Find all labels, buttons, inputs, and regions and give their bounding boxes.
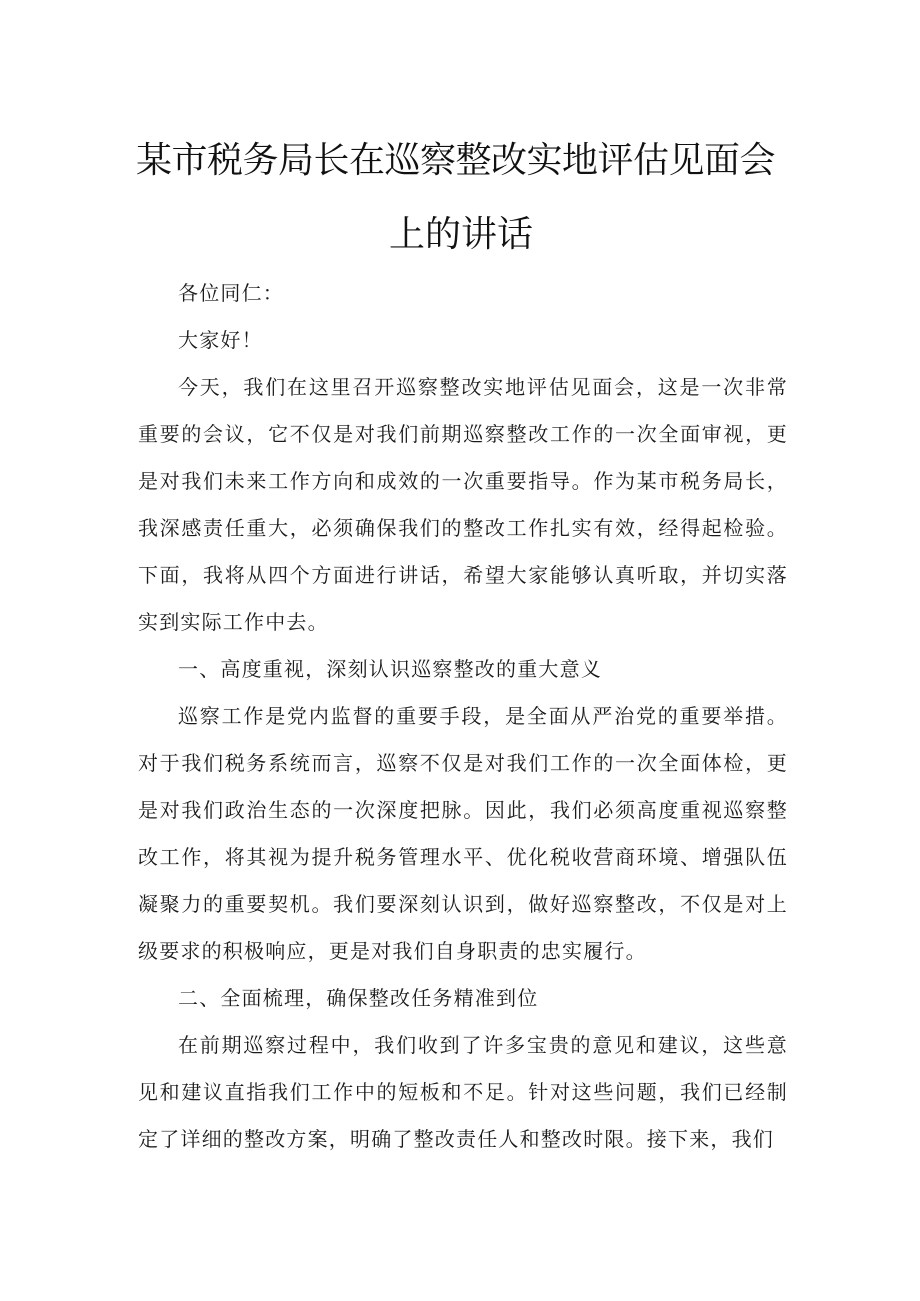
document-body (138, 270, 788, 1163)
title-line-1: 某市税务局长在巡察整改实地评估见面会 (136, 140, 776, 181)
document-title (136, 124, 786, 272)
section-heading-2: 二、全面梳理，确保整改任务精准到位 (178, 986, 539, 1010)
title-line-2: 上的讲话 (388, 214, 533, 255)
section-1-paragraph: 巡察工作是党内监督的重要手段，是全面从严治党的重要举措。对于我们税务系统而言，巡察不仅是对我们工作的一次全面体检，更是对我们政治生态的一次深度把脉。因此，我们必须高度重视巡察整改工作，将其视为提升税务管理水平、优化税收营商环境、增强队伍凝聚力的重要契机。我们要深刻认识到，做好巡察整改，不仅是对上级要求的积极响应，更是对我们自身职责的忠实履行。 (138, 704, 788, 963)
salutation: 各位同仁： (178, 281, 284, 305)
intro-paragraph: 今天，我们在这里召开巡察整改实地评估见面会，这是一次非常重要的会议，它不仅是对我们前期巡察整改工作的一次全面审视，更是对我们未来工作方向和成效的一次重要指导。作为某市税务局长，我深感责任重大，必须确保我们的整改工作扎实有效，经得起检验。下面，我将从四个方面进行讲话，希望大家能够认真听取，并切实落实到实际工作中去。 (138, 375, 788, 634)
section-2-paragraph: 在前期巡察过程中，我们收到了许多宝贵的意见和建议，这些意见和建议直指我们工作中的短板和不足。针对这些问题，我们已经制定了详细的整改方案，明确了整改责任人和整改时限。接下来，我们 (138, 1033, 788, 1151)
section-heading-1: 一、高度重视，深刻认识巡察整改的重大意义 (178, 657, 602, 681)
greeting: 大家好！ (178, 328, 263, 352)
